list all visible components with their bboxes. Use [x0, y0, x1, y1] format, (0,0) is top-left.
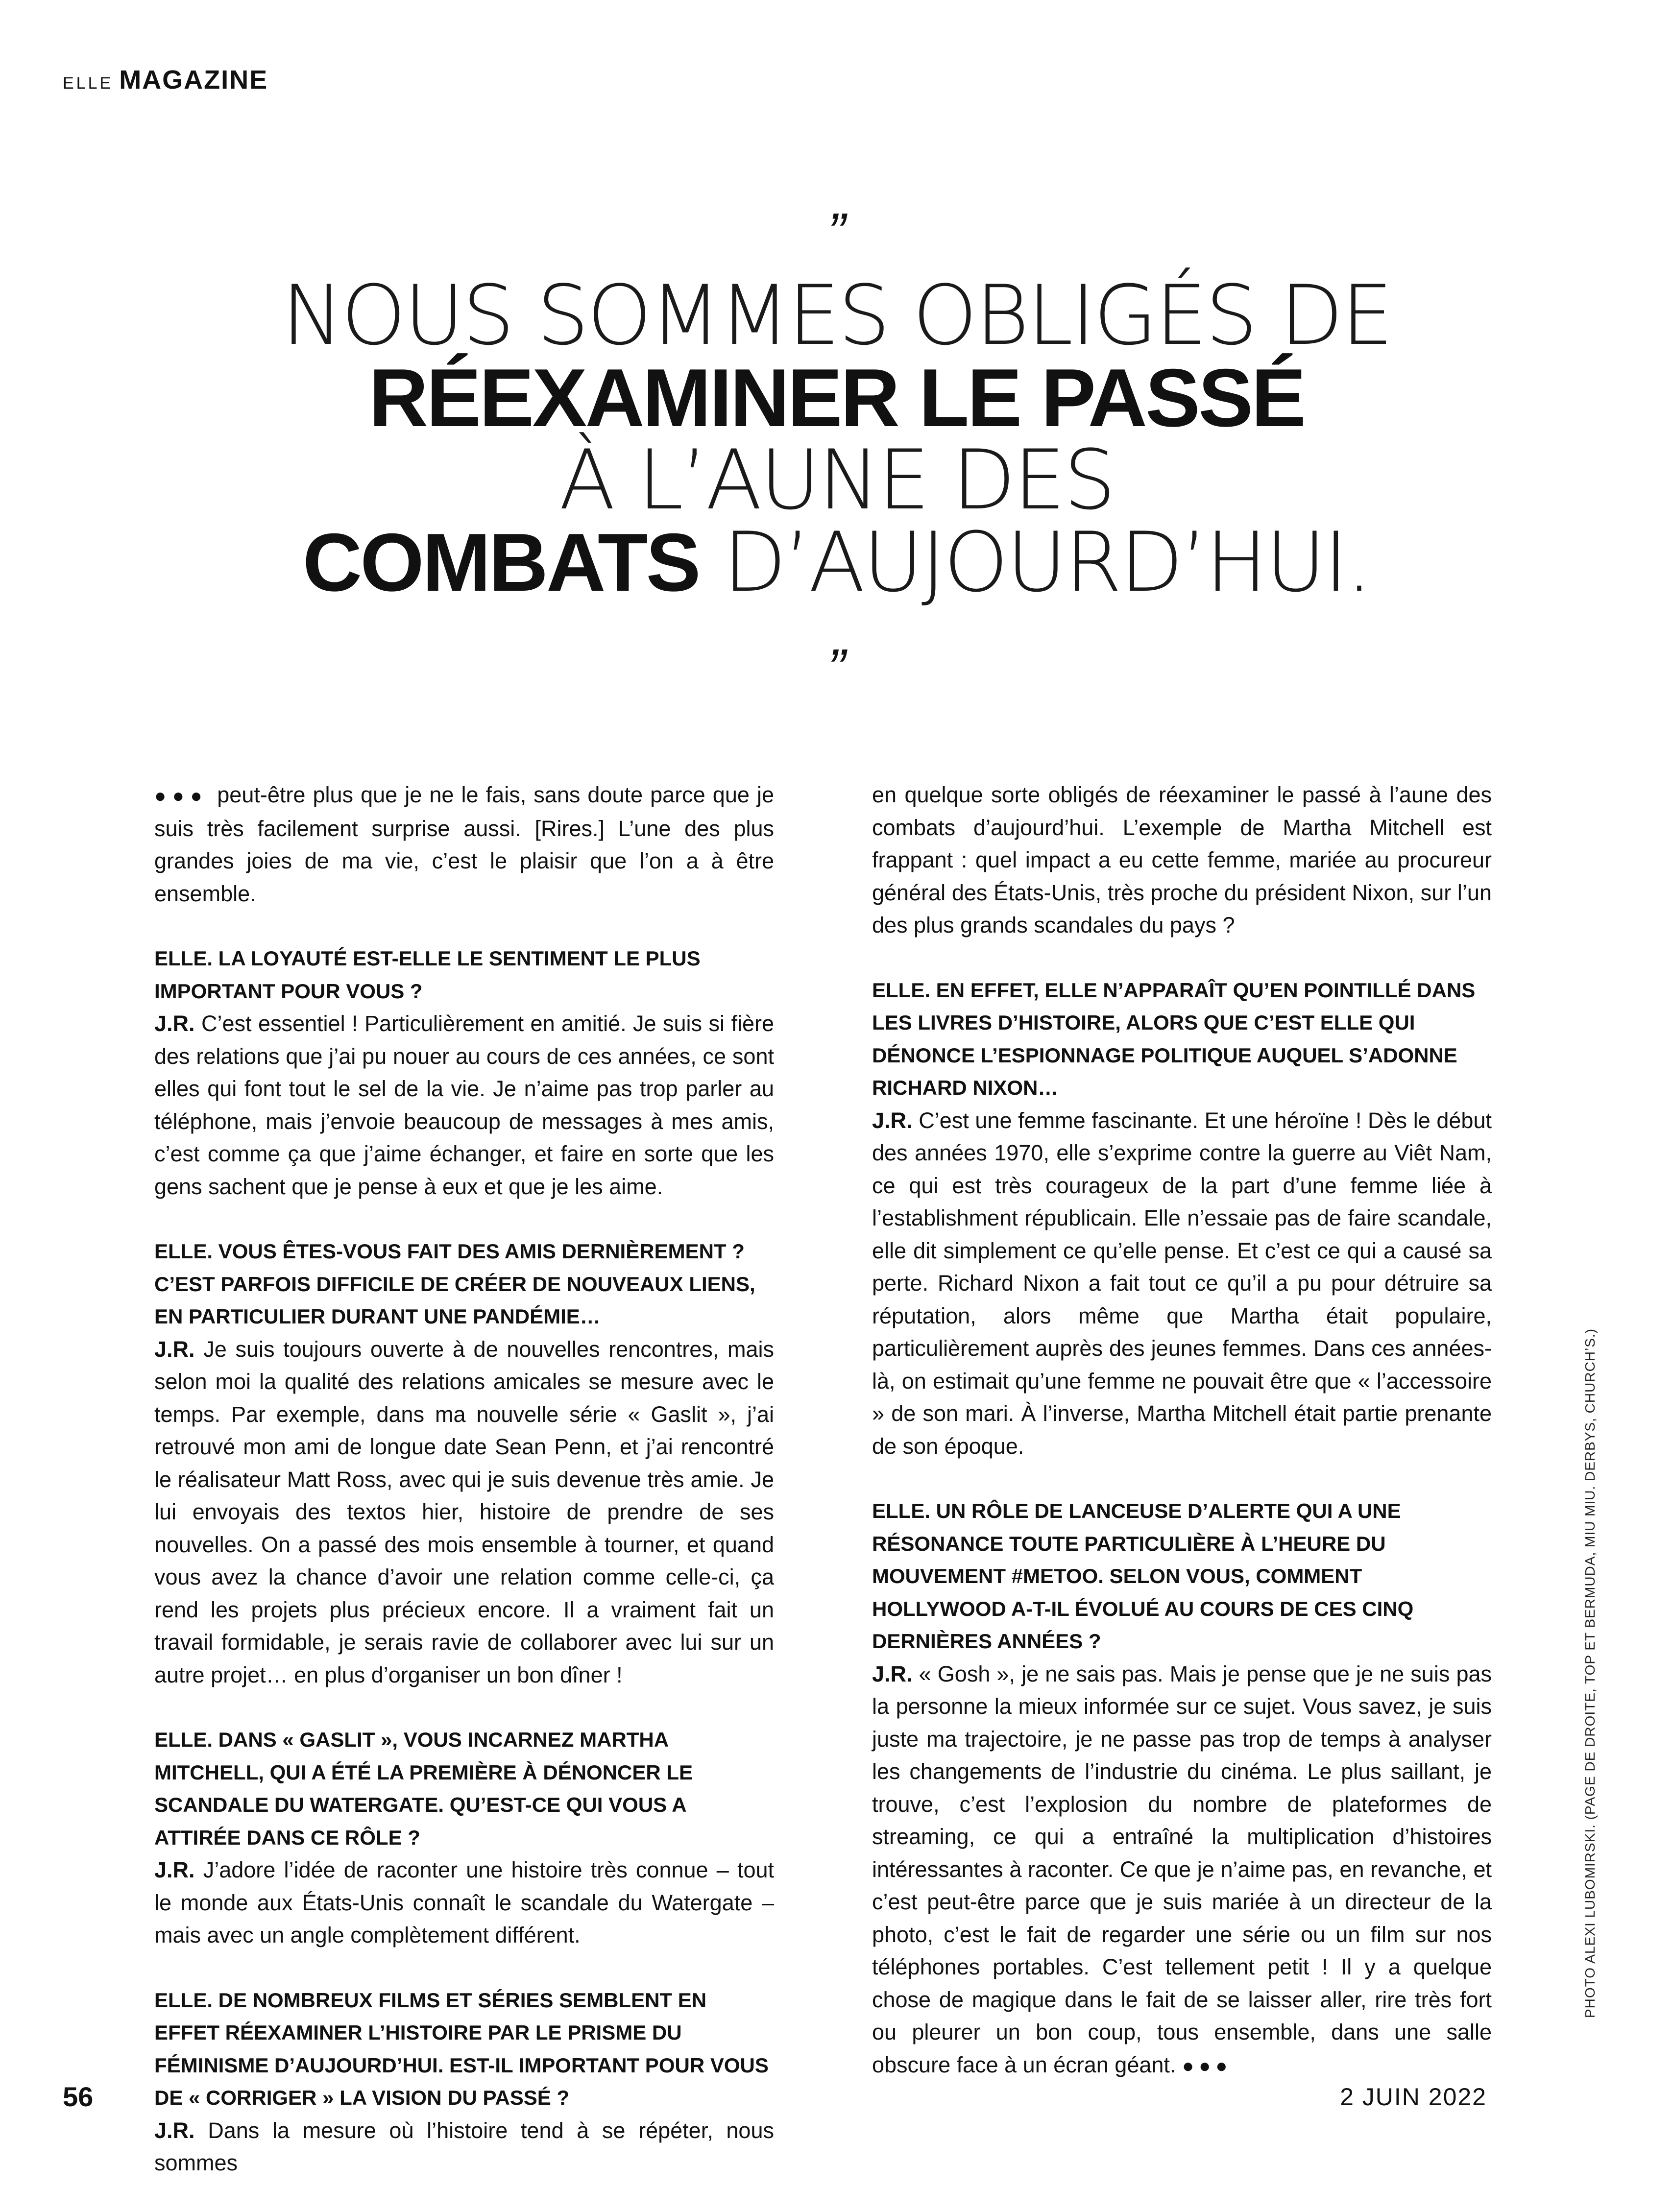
pull-quote-line-4-thin: D’AUJOURD’HUI. [699, 514, 1371, 610]
answer-3: J.R. J’adore l’idée de raconter une histoire très connue – tout le monde aux États-Unis connaît le scandale du Watergate – mais avec un angle complètement différent. [154, 1857, 774, 1948]
right-column [872, 779, 1492, 2115]
answer-1: J.R. C’est essentiel ! Particulièrement en amitié. Je suis si fière des relations que j’ai pu nouer au cours de ces années, ce sont elles qui font tout le sel de la vie. Je n’aime pas trop parler au téléphone, mais j’envoie beaucoup de messages à mes amis, c’est comme ça que j’aime échanger, et faire en sorte que les gens sachent que je pense à eux et que je les aime. [154, 1011, 774, 1199]
continued-paragraph: en quelque sorte obligés de réexaminer le passé à l’aune des combats d’aujourd’hui. L’exemple de Martha Mitchell est frappant : quel impact a eu cette femme, mariée au procureur général des États-Unis, très proche du président Nixon, sur l’un des plus grands scandales du pays ? [872, 782, 1492, 938]
answer-6: J.R. « Gosh », je ne sais pas. Mais je pense que je ne suis pas la personne la mieux informée sur ce sujet. Vous savez, je suis juste ma trajectoire, je ne passe pas trop de temps à analyser les changements de l’industrie du cinéma. Le plus saillant, je trouve, c’est l’explosion du nombre de plateformes de streaming, ce qui a entraîné la multiplication d’histoires intéressantes à raconter. Ce que je n’aime pas, en revanche, et c’est peut-être parce que je suis mariée à un directeur de la photo, c’est le fait de regarder une série ou un film sur nos téléphones portables. C’est tellement petit ! Il y a quelque chose de magique dans le fait de se laisser aller, rire très fort ou pleurer un bon coup, tous ensemble, dans une salle obscure face à un écran géant. ●●● [872, 1661, 1492, 2077]
photo-credit: PHOTO ALEXI LUBOMIRSKI. (PAGE DE DROITE, TOP ET BERMUDA, MIU MIU. DERBYS, CHURCH’S.) [1582, 1328, 1598, 2018]
magazine-header [63, 65, 268, 95]
question-1: ELLE. LA LOYAUTÉ EST-ELLE LE SENTIMENT LE PLUS IMPORTANT POUR VOUS ? [154, 947, 701, 1003]
pull-quote-line-3: À L’AUNE DES [559, 432, 1114, 528]
close-quote-mark: ” [827, 638, 846, 698]
question-4: ELLE. DE NOMBREUX FILMS ET SÉRIES SEMBLENT EN EFFET RÉEXAMINER L’HISTOIRE PAR LE PRISME DU FÉMINISME D’AUJOURD’HUI. EST-IL IMPORTANT POUR VOUS DE « CORRIGER » LA VISION DU PASSÉ ? [154, 1988, 769, 2109]
answer-2: J.R. Je suis toujours ouverte à de nouvelles rencontres, mais selon moi la qualité des relations amicales se mesure avec le temps. Par exemple, dans ma nouvelle série « Gaslit », j’ai retrouvé mon ami de longue date Sean Penn, et j’ai rencontré le réalisateur Matt Ross, avec qui je suis devenue très amie. Je lui envoyais des textos hier, histoire de prendre de ses nouvelles. On a passé des mois ensemble à tourner, et quand vous avez la chance d’avoir une relation comme celle-ci, ça rend les projets plus précieux encore. Il a vraiment fait un travail formidable, je serais ravie de collaborer avec lui sur un autre projet… en plus d’organiser un bon dîner ! [154, 1336, 774, 1687]
intro-paragraph: ●●● peut-être plus que je ne le fais, sans doute parce que je suis très facilement surprise aussi. [Rires.] L’une des plus grandes joies de ma vie, c’est le plaisir que l’on a à être ensemble. [154, 782, 774, 906]
end-dots-icon: ●●● [1182, 2055, 1233, 2077]
answer-4: J.R. Dans la mesure où l’histoire tend à se répéter, nous sommes [154, 2117, 774, 2175]
question-6: ELLE. UN RÔLE DE LANCEUSE D’ALERTE QUI A UNE RÉSONANCE TOUTE PARTICULIÈRE À L’HEURE DU MOUVEMENT #METOO. SELON VOUS, COMMENT HOLLYWOOD A-T-IL ÉVOLUÉ AU COURS DE CES CINQ DERNIÈRES ANNÉES ? [872, 1499, 1414, 1653]
brand-small: ELLE [63, 74, 114, 93]
page-number: 56 [63, 2081, 94, 2112]
question-2: ELLE. VOUS ÊTES-VOUS FAIT DES AMIS DERNIÈREMENT ? C’EST PARFOIS DIFFICILE DE CRÉER DE NOUVEAUX LIENS, EN PARTICULIER DURANT UNE PANDÉMIE… [154, 1240, 755, 1328]
question-5: ELLE. EN EFFET, ELLE N’APPARAÎT QU’EN POINTILLÉ DANS LES LIVRES D’HISTOIRE, ALORS QUE C’EST ELLE QUI DÉNONCE L’ESPIONNAGE POLITIQUE AUQUEL S’ADONNE RICHARD NIXON… [872, 978, 1476, 1099]
brand-big: MAGAZINE [119, 65, 268, 95]
pull-quote-line-2: RÉEXAMINER LE PASSÉ [368, 352, 1305, 444]
pull-quote-line-1: NOUS SOMMES OBLIGÉS DE [281, 267, 1392, 363]
left-column [154, 779, 774, 2212]
pull-quote [0, 267, 1673, 610]
issue-date: 2 JUIN 2022 [1340, 2083, 1487, 2111]
bullet-dots-icon: ●●● [154, 785, 209, 807]
open-quote-mark: ” [827, 202, 846, 263]
pull-quote-line-4-bold: COMBATS [302, 516, 699, 608]
answer-5: J.R. C’est une femme fascinante. Et une héroïne ! Dès le début des années 1970, elle s’exprime contre la guerre au Viêt Nam, ce qui est très courageux de la part d’une femme liée à l’establishment républicain. Elle n’essaie pas de faire scandale, elle dit simplement ce qu’elle pense. Et c’est ce qui a causé sa perte. Richard Nixon a fait tout ce qu’il a pu pour détruire sa réputation, alors même que Martha était populaire, particulièrement auprès des jeunes femmes. Dans ces années-là, on estimait qu’une femme ne pouvait être que « l’accessoire » de son mari. À l’inverse, Martha Mitchell était partie prenante de son époque. [872, 1107, 1492, 1459]
question-3: ELLE. DANS « GASLIT », VOUS INCARNEZ MARTHA MITCHELL, QUI A ÉTÉ LA PREMIÈRE À DÉNONCER LE SCANDALE DU WATERGATE. QU’EST-CE QUI VOUS A ATTIRÉE DANS CE RÔLE ? [154, 1728, 693, 1849]
